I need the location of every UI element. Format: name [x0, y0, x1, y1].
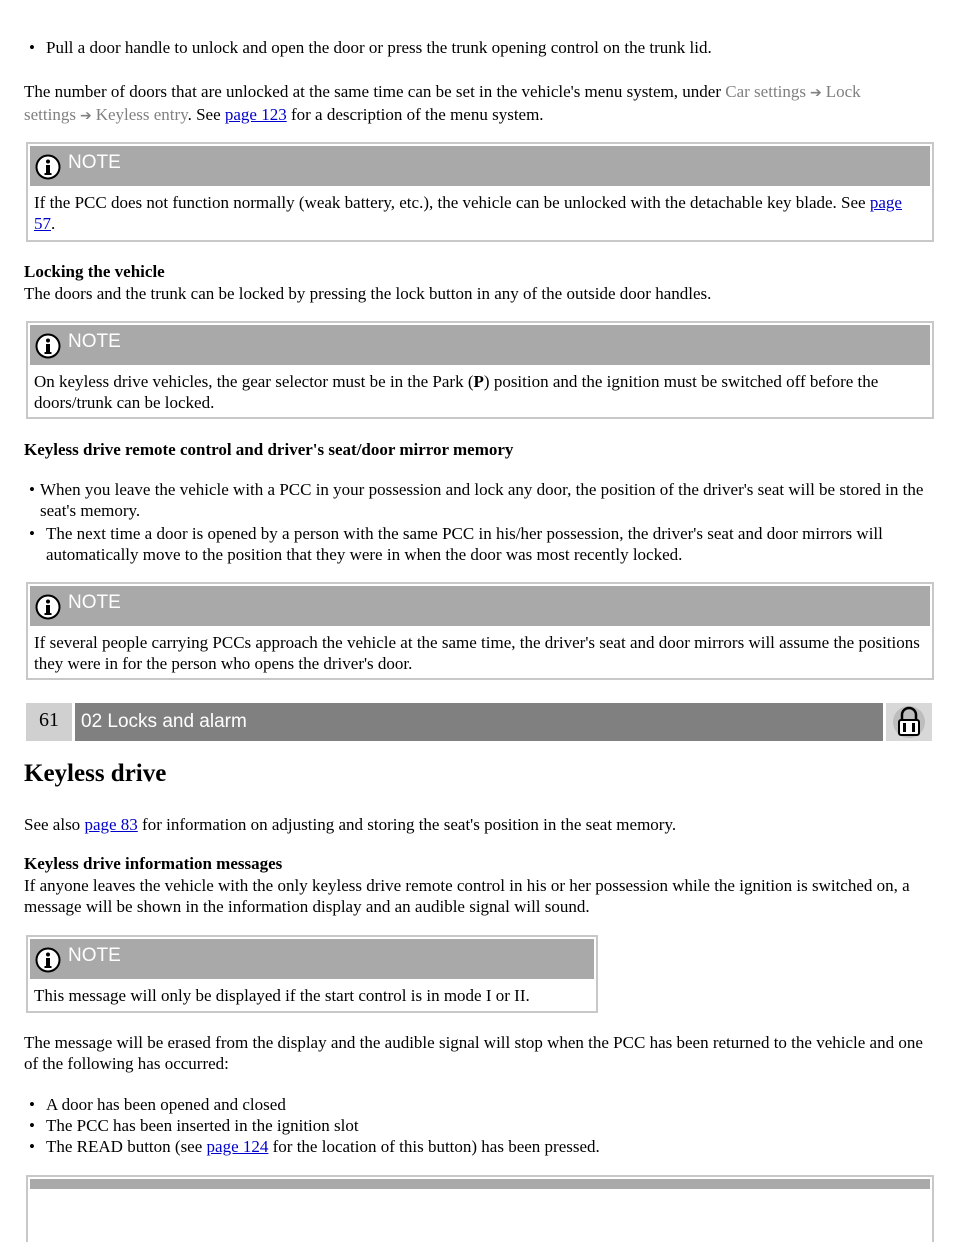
note-box — [26, 142, 934, 242]
note-header — [30, 1179, 930, 1189]
padlock-icon — [886, 703, 932, 741]
note-header — [30, 586, 930, 626]
note2-text-after: ) position and the ignition must be switched off before the doors/trunk can be locked. — [34, 372, 879, 412]
unlock-text-mid: . See — [187, 105, 225, 124]
note1-text: If the PCC does not function normally (weak battery, etc.), the vehicle can be unlocked with the detachable key blade. See — [34, 193, 870, 212]
note-text: This message will only be displayed if the start control is in mode I or II. — [34, 986, 530, 1005]
note-header — [30, 146, 930, 186]
menu-keyless-entry: Keyless entry — [95, 105, 188, 124]
arrow-icon: ➔ — [79, 108, 92, 124]
menu-lock-settings: Lock settings — [24, 82, 861, 124]
note-box — [26, 582, 934, 680]
list-item — [24, 1136, 936, 1157]
section-title: Keyless drive — [24, 760, 167, 787]
note2-text: On keyless drive vehicles, the gear selector must be in the Park ( — [34, 372, 474, 391]
menu-car-settings: Car settings — [725, 82, 807, 101]
link-page-57[interactable]: page 57 — [34, 193, 902, 233]
intro-bullet: • Pull a door handle to unlock and open the door or press the trunk opening control on the trunk lid. — [24, 37, 958, 58]
chapter-title: 02 Locks and alarm — [75, 703, 883, 741]
info-icon — [35, 947, 61, 973]
erase-text: The message will be erased from the display and the audible signal will stop when the PCC has been returned to the vehicle and one of the following has occurred: — [24, 1033, 923, 1073]
arrow-icon: ➔ — [810, 85, 822, 101]
note-label: NOTE — [68, 331, 121, 352]
page-number: 61 — [26, 703, 72, 741]
read-before: The READ button (see — [46, 1137, 207, 1156]
read-after: for the location of this button) has been pressed. — [268, 1137, 600, 1156]
note-text: If several people carrying PCCs approach the vehicle at the same time, the driver's seat and door mirrors will assume the positions they were in for the person who opens the driver's door. — [34, 633, 920, 673]
info-icon — [35, 594, 61, 620]
park-position-label: P — [473, 372, 484, 391]
info-text: If anyone leaves the vehicle with the only keyless drive remote control in his or her possession while the ignition is switched on, a message will be shown in the information display and an audible signal will sound. — [24, 876, 910, 916]
note1-tail: . — [51, 214, 56, 233]
chapter-bar — [26, 703, 934, 741]
info-icon — [35, 333, 61, 359]
note-box — [26, 321, 934, 419]
note-text — [28, 367, 932, 413]
locking-heading: Locking the vehicle — [24, 262, 165, 281]
list-item: • The PCC has been inserted in the ignition slot — [24, 1115, 936, 1136]
list-item: • When you leave the vehicle with a PCC in your possession and lock any door, the position of the driver's seat will be stored in the seat's memory. — [24, 479, 930, 521]
see-also-after: for information on adjusting and storing the seat's position in the seat memory. — [137, 815, 677, 834]
list-item: • A door has been opened and closed — [24, 1094, 936, 1115]
chapter-icon-box — [886, 703, 932, 741]
note-text — [28, 188, 932, 234]
see-also-text — [24, 814, 936, 835]
unlock-text-after: for a description of the menu system. — [286, 105, 544, 124]
link-page-124[interactable]: page 124 — [206, 1137, 269, 1156]
note-label: NOTE — [68, 945, 121, 966]
memory-heading: Keyless drive remote control and driver's seat/door mirror memory — [24, 440, 514, 459]
locking-text: The doors and the trunk can be locked by pressing the lock button in any of the outside door handles. — [24, 284, 712, 303]
link-page-83[interactable]: page 83 — [84, 815, 138, 834]
note-header — [30, 325, 930, 365]
see-also-before: See also — [24, 815, 85, 834]
unlock-paragraph — [24, 81, 936, 127]
note-box — [26, 1175, 934, 1242]
info-heading: Keyless drive information messages — [24, 854, 283, 873]
note-label: NOTE — [68, 152, 121, 173]
note-box — [26, 935, 598, 1013]
note-label: NOTE — [68, 592, 121, 613]
link-page-123[interactable]: page 123 — [224, 105, 287, 124]
info-icon — [35, 154, 61, 180]
unlock-text: The number of doors that are unlocked at the same time can be set in the vehicle's menu system, under — [24, 82, 726, 101]
list-item: • The next time a door is opened by a person with the same PCC in his/her possession, the driver's seat and door mirrors will automatically move to the position that they were in when the door was most recently locked. — [24, 523, 936, 565]
note-header — [30, 939, 594, 979]
